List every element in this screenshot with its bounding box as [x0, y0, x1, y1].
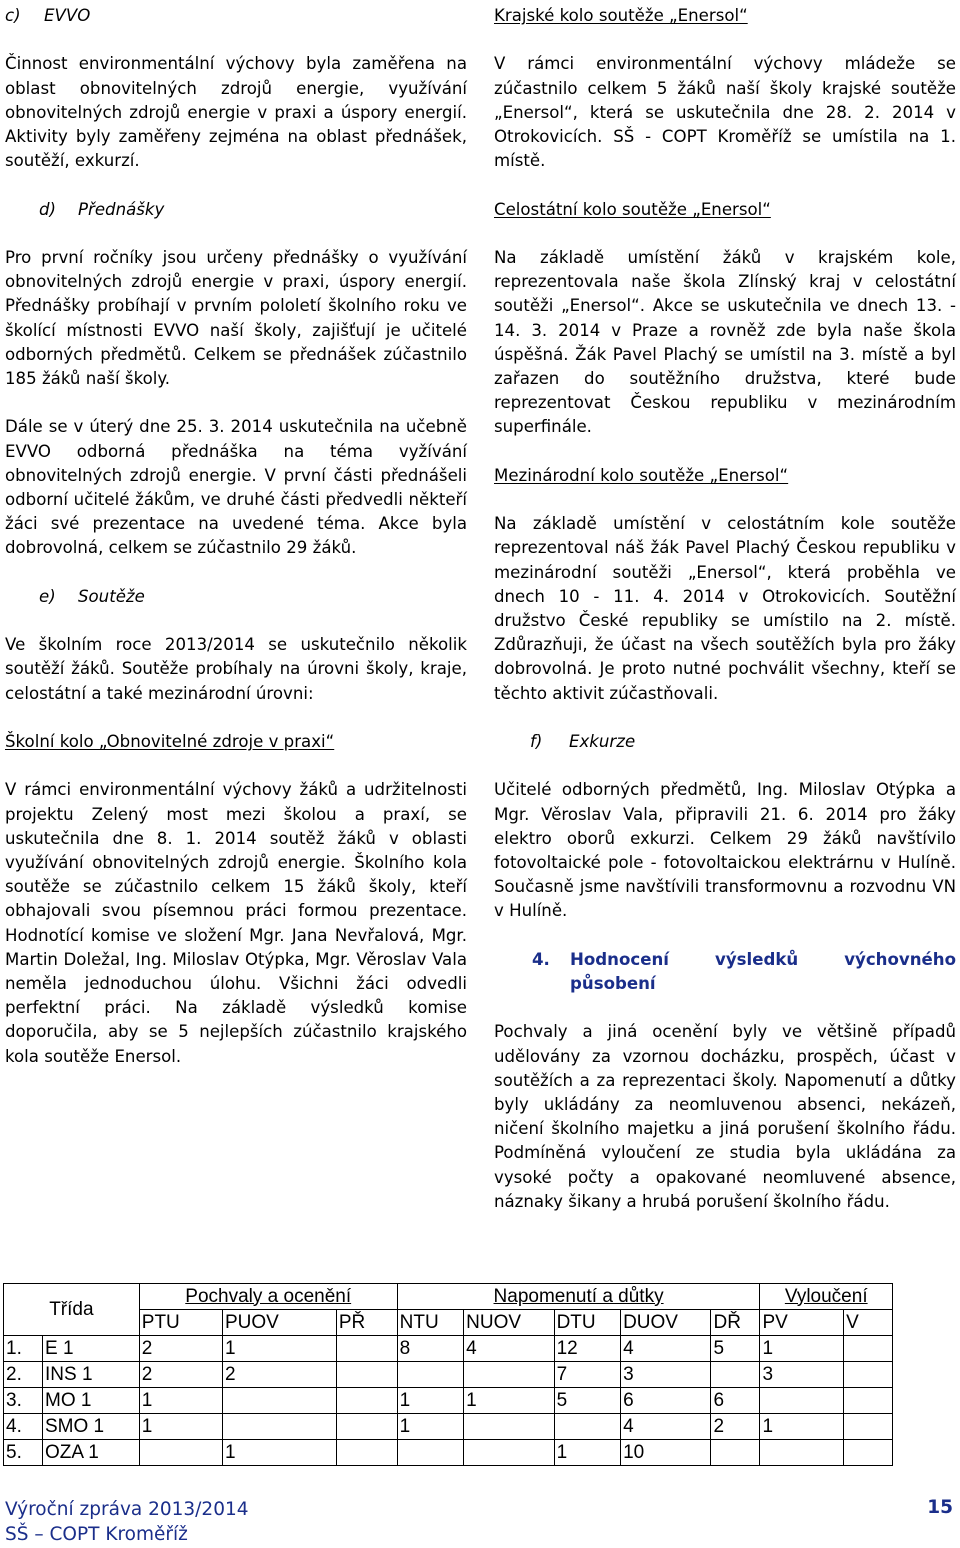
regional-round-heading: Krajské kolo soutěže „Enersol“	[494, 6, 748, 25]
cell: 5	[711, 1336, 760, 1362]
cell	[397, 1440, 464, 1466]
row-class: E 1	[43, 1336, 140, 1362]
column-header: NUOV	[464, 1310, 554, 1336]
section-d-text2: Dále se v úterý dne 25. 3. 2014 uskutečnila na učebně EVVO odborná přednáška na téma vyžívání obnovitelných zdrojů energie. V první části přednášeli odborní učitelé žákům, ve druhé části předvedli někteří žáci své prezentace na uvedené téma. Akce byla dobrovolná, celkem se zúčastnilo 29 žáků.	[5, 417, 467, 558]
table-row	[4, 1414, 893, 1440]
disciplinary-table	[3, 1283, 893, 1466]
cell	[222, 1388, 336, 1414]
cell	[464, 1362, 554, 1388]
cell	[844, 1388, 893, 1414]
cell	[222, 1414, 336, 1440]
left-column	[5, 4, 467, 1069]
page-number: 15	[927, 1497, 953, 1518]
national-round-heading: Celostátní kolo soutěže „Enersol“	[494, 199, 771, 219]
cell	[711, 1440, 760, 1466]
cell	[760, 1440, 844, 1466]
cell	[844, 1362, 893, 1388]
cell: 4	[621, 1336, 711, 1362]
row-class: MO 1	[43, 1388, 140, 1414]
footer-school-name: SŠ – COPT Kroměříž	[5, 1524, 188, 1545]
cell: 1	[760, 1414, 844, 1440]
row-number: 4.	[4, 1414, 43, 1440]
cell: 1	[139, 1414, 222, 1440]
group-expulsion-header: Vyloučení	[760, 1284, 893, 1310]
table-row	[4, 1336, 893, 1362]
chapter-4-text: Pochvaly a jiná ocenění byly ve většině případů udělovány za vzornou docházku, prospěch, účast v soutěžích a za reprezentaci školy. Napomenutí a důtky byly ukládány za neomluvenou absenci, nekázeň, ničení školního majetku a jiná porušení školního řádu. Podmíněná vyloučení ze studia byla ukládána za vysoké počty a opakované neomluvené absence, náznaky šikany a hrubá porušení školního řádu.	[494, 1022, 956, 1211]
table-row	[4, 1440, 893, 1466]
cell: 2	[222, 1362, 336, 1388]
cell	[336, 1388, 397, 1414]
cell: 1	[554, 1440, 621, 1466]
cell	[844, 1414, 893, 1440]
section-e-text: Ve školním roce 2013/2014 se uskutečnilo několik soutěží žáků. Soutěže probíhaly na úrovni školy, kraje, celostátní a také mezinárodní úrovni:	[5, 635, 467, 703]
footer-report-title: Výroční zpráva 2013/2014	[5, 1499, 249, 1520]
cell	[336, 1336, 397, 1362]
cell	[844, 1440, 893, 1466]
school-round-heading: Školní kolo „Obnovitelné zdroje v praxi“	[5, 731, 335, 751]
cell: 2	[139, 1336, 222, 1362]
cell: 6	[711, 1388, 760, 1414]
section-d-heading: d) Přednášky	[39, 199, 165, 219]
cell: 1	[222, 1336, 336, 1362]
cell: 3	[760, 1362, 844, 1388]
cell: 2	[139, 1362, 222, 1388]
section-f-text: Učitelé odborných předmětů, Ing. Miloslav Otýpka a Mgr. Věroslav Vala, připravili 21. 6. 2014 pro žáky elektro oborů exkurzi. Celkem 29 žáků navštívilo fotovoltaické pole - fotovoltaickou elektrárnu v Hulíně. Současně jsme navštívili transformovnu a rozvodnu VN v Hulíně.	[494, 780, 956, 921]
column-header: PUOV	[222, 1310, 336, 1336]
cell: 4	[621, 1414, 711, 1440]
cell: 12	[554, 1336, 621, 1362]
column-header: PTU	[139, 1310, 222, 1336]
column-header: PV	[760, 1310, 844, 1336]
international-round-text: Na základě umístění v celostátním kole soutěže reprezentoval náš žák Pavel Plachý Českou republiku v mezinárodní soutěži „Enersol“, která proběhla ve dnech 10 - 11. 4. 2014 v Otrokovicích. Soutěžní družstvo České republiky se umístilo na 2. místě. Zdůrazňuji, že účast na všech soutěžích byla pro žáky dobrovolná. Je proto nutné pochválit všechny, kteří se těchto aktivit zúčastňovali.	[494, 514, 956, 703]
cell: 1	[464, 1388, 554, 1414]
cell	[336, 1362, 397, 1388]
class-header: Třída	[4, 1284, 140, 1336]
cell: 7	[554, 1362, 621, 1388]
national-round-text: Na základě umístění žáků v krajském kole, reprezentovala naše škola Zlínský kraj v celostátní soutěži „Enersol“. Akce se uskutečnila ve dnech 13. - 14. 3. 2014 v Praze a rovněž zde byla naše škola úspěšná. Žák Pavel Plachý se umístil na 3. místě a byl zařazen do soutěžního družstva, které bude reprezentovat Českou republiku v mezinárodním superfinále.	[494, 247, 956, 437]
section-c-heading: c) EVVO	[5, 6, 91, 25]
table-row	[4, 1362, 893, 1388]
cell	[336, 1414, 397, 1440]
cell: 1	[139, 1388, 222, 1414]
section-f-heading: f) Exkurze	[530, 732, 636, 751]
row-number: 1.	[4, 1336, 43, 1362]
column-header: PŘ	[336, 1310, 397, 1336]
row-class: SMO 1	[43, 1414, 140, 1440]
cell: 2	[711, 1414, 760, 1440]
row-number: 3.	[4, 1388, 43, 1414]
chapter-4-heading: 4. Hodnocení výsledků výchovného působení	[532, 949, 956, 993]
cell: 4	[464, 1336, 554, 1362]
cell	[464, 1440, 554, 1466]
cell	[397, 1362, 464, 1388]
page-footer	[5, 1497, 249, 1547]
school-round-text: V rámci environmentální výchovy žáků a udržitelnosti projektu Zelený most mezi školou a praxí, se uskutečnila dne 8. 1. 2014 soutěž žáků v oblasti využívání obnovitelných zdrojů energie. Školního kola soutěže se zúčastnilo celkem 15 žáků školy, kteří obhajovali svou písemnou práci formou prezentace. Hodnotící komise ve složení Mgr. Jana Nevřalová, Mgr. Martin Doležal, Ing. Miloslav Otýpka, Mgr. Věroslav Vala neměla jednoduchou úlohu. Všichni žáci odvedli perfektní práci. Na základě výsledků komise doporučila, aby se 5 nejlepších zúčastnilo krajského kola soutěže Enersol.	[5, 780, 467, 1066]
cell: 5	[554, 1388, 621, 1414]
cell: 1	[222, 1440, 336, 1466]
section-c-text: Činnost environmentální výchovy byla zaměřena na oblast obnovitelných zdrojů energie, využívání obnovitelných zdrojů energie v praxi a úspory energií. Aktivity byly zaměřeny zejména na oblast přednášek, soutěží, exkurzí.	[5, 54, 467, 171]
cell	[464, 1414, 554, 1440]
row-number: 5.	[4, 1440, 43, 1466]
section-d-text1: Pro první ročníky jsou určeny přednášky o využívání obnovitelných zdrojů energie v praxi, úspory energií. Přednášky probíhají v prvním pololetí školního roku ve školící místnosti EVVO naší školy, zajišťují je učitelé odborných předmětů. Celkem se přednášek zúčastnilo 185 žáků naší školy.	[5, 247, 467, 388]
column-header: DUOV	[621, 1310, 711, 1336]
column-header: NTU	[397, 1310, 464, 1336]
row-class: OZA 1	[43, 1440, 140, 1466]
column-header: V	[844, 1310, 893, 1336]
cell: 1	[760, 1336, 844, 1362]
right-column	[494, 4, 956, 1214]
section-e-heading: e) Soutěže	[39, 586, 145, 606]
group-praise-header: Pochvaly a ocenění	[139, 1284, 397, 1310]
cell: 1	[397, 1414, 464, 1440]
cell	[336, 1440, 397, 1466]
column-header: DTU	[554, 1310, 621, 1336]
cell	[554, 1414, 621, 1440]
table-row	[4, 1388, 893, 1414]
group-warnings-header: Napomenutí a důtky	[397, 1284, 760, 1310]
cell	[760, 1388, 844, 1414]
international-round-heading: Mezinárodní kolo soutěže „Enersol“	[494, 465, 789, 485]
cell: 3	[621, 1362, 711, 1388]
cell: 8	[397, 1336, 464, 1362]
cell	[844, 1336, 893, 1362]
cell	[711, 1362, 760, 1388]
cell	[139, 1440, 222, 1466]
cell: 1	[397, 1388, 464, 1414]
row-number: 2.	[4, 1362, 43, 1388]
column-header: DŘ	[711, 1310, 760, 1336]
row-class: INS 1	[43, 1362, 140, 1388]
regional-round-text: V rámci environmentální výchovy mládeže se zúčastnilo celkem 5 žáků naší školy krajské soutěže „Enersol“, která se uskutečnila dne 28. 2. 2014 v Otrokovicích. SŠ - COPT Kroměříž se umístila na 1. místě.	[494, 54, 956, 171]
cell: 10	[621, 1440, 711, 1466]
cell: 6	[621, 1388, 711, 1414]
